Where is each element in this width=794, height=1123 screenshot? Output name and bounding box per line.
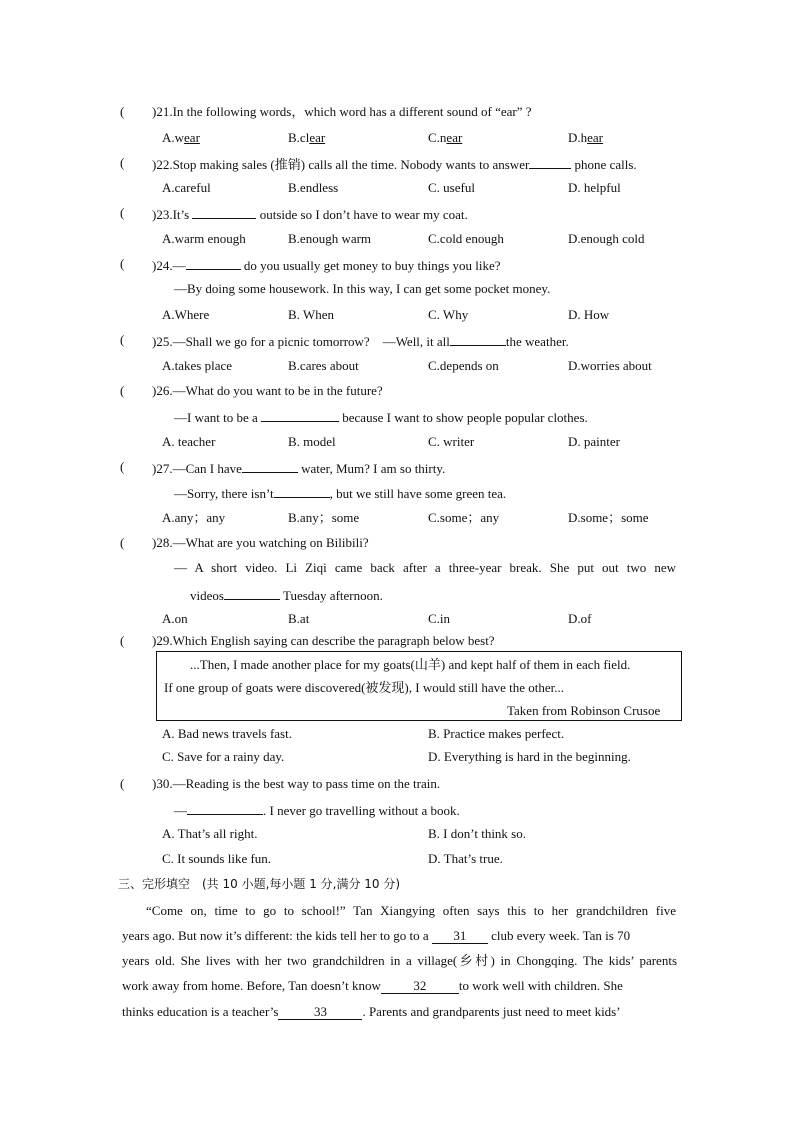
question-stem: )25.—Shall we go for a picnic tomorrow? —Well, it all the weather.	[152, 334, 569, 349]
answer-paren[interactable]: (	[120, 332, 125, 347]
passage-line: years ago. But now it’s different: the kids tell her to go to a 31 club every week. Tan is 70	[122, 928, 631, 943]
excerpt-line: If one group of goats were discovered(被发现), I would still have the other...	[164, 680, 565, 695]
option-b[interactable]: B. When	[288, 307, 334, 322]
option-d[interactable]: D.worries about	[568, 358, 652, 373]
option-b[interactable]: B. I don’t think so.	[428, 826, 526, 841]
option-a[interactable]: A. teacher	[162, 434, 216, 449]
option-b[interactable]: B.endless	[288, 180, 339, 195]
cloze-blank-32[interactable]: 32	[381, 979, 459, 994]
question-stem: )23.It’s outside so I don’t have to wear my coat.	[152, 207, 468, 222]
passage-line: “Come on, time to go to school!” Tan Xiangying often says this to her grandchildren five	[146, 903, 676, 918]
dialogue-line: — . I never go travelling without a book.	[174, 803, 460, 818]
passage-line: thinks education is a teacher’s 33 . Parents and grandparents just need to meet kids’	[122, 1004, 621, 1019]
section-heading: 三、完形填空 (共 10 小题,每小题 1 分,满分 10 分)	[118, 877, 401, 891]
question-stem: )28.—What are you watching on Bilibili?	[152, 535, 369, 550]
option-d[interactable]: D.enough cold	[568, 231, 645, 246]
answer-paren[interactable]: (	[120, 633, 125, 648]
answer-blank[interactable]	[224, 586, 280, 600]
option-b[interactable]: B. model	[288, 434, 336, 449]
passage-line: years old. She lives with her two grandchildren in a village(乡村) in Chongqing. The kids’ parents	[122, 953, 677, 968]
cloze-blank-33[interactable]: 33	[278, 1005, 362, 1020]
dialogue-line: —I want to be a because I want to show people popular clothes.	[174, 410, 588, 425]
answer-blank[interactable]	[187, 801, 263, 815]
cloze-blank-31[interactable]: 31	[432, 929, 488, 944]
option-b[interactable]: B.clear	[288, 130, 326, 145]
question-stem: )24.— do you usually get money to buy things you like?	[152, 258, 501, 273]
answer-blank[interactable]	[186, 256, 241, 270]
option-a[interactable]: A. Bad news travels fast.	[162, 726, 292, 741]
option-a[interactable]: A.Where	[162, 307, 210, 322]
answer-paren[interactable]: (	[120, 535, 125, 550]
option-d[interactable]: D.of	[568, 611, 592, 626]
option-d[interactable]: D.some；some	[568, 510, 649, 525]
dialogue-line: videos Tuesday afternoon.	[190, 588, 383, 603]
option-c[interactable]: C.cold enough	[428, 231, 504, 246]
option-d[interactable]: D. Everything is hard in the beginning.	[428, 749, 631, 764]
question-stem: )30.—Reading is the best way to pass time on the train.	[152, 776, 441, 791]
question-stem: )22.Stop making sales (推销) calls all the time. Nobody wants to answer phone calls.	[152, 157, 637, 172]
option-c[interactable]: C.in	[428, 611, 451, 626]
option-c[interactable]: C.some；any	[428, 510, 500, 525]
option-b[interactable]: B.cares about	[288, 358, 359, 373]
answer-paren[interactable]: (	[120, 155, 125, 170]
dialogue-line: — A short video. Li Ziqi came back after a three-year break. She put out two new	[174, 560, 676, 575]
option-d[interactable]: D. That’s true.	[428, 851, 503, 866]
option-d[interactable]: D. How	[568, 307, 610, 322]
dialogue-line: —By doing some housework. In this way, I can get some pocket money.	[174, 281, 551, 296]
dialogue-line: —Sorry, there isn’t , but we still have some green tea.	[174, 486, 507, 501]
question-stem: )21.In the following words，which word has a different sound of “ear” ?	[152, 104, 532, 119]
option-a[interactable]: A.any；any	[162, 510, 226, 525]
answer-blank[interactable]	[242, 459, 298, 473]
option-c[interactable]: C. Why	[428, 307, 469, 322]
option-a[interactable]: A.wear	[162, 130, 200, 145]
option-a[interactable]: A.warm enough	[162, 231, 246, 246]
option-c[interactable]: C. writer	[428, 434, 475, 449]
answer-blank[interactable]	[192, 205, 256, 219]
option-a[interactable]: A.careful	[162, 180, 211, 195]
answer-paren[interactable]: (	[120, 383, 125, 398]
answer-paren[interactable]: (	[120, 776, 125, 791]
option-b[interactable]: B.enough warm	[288, 231, 372, 246]
option-c[interactable]: C.near	[428, 130, 463, 145]
option-c[interactable]: C. useful	[428, 180, 475, 195]
answer-blank[interactable]	[261, 408, 339, 422]
answer-blank[interactable]	[274, 484, 330, 498]
option-a[interactable]: A.takes place	[162, 358, 233, 373]
answer-paren[interactable]: (	[120, 256, 125, 271]
option-d[interactable]: D. helpful	[568, 180, 621, 195]
option-a[interactable]: A.on	[162, 611, 188, 626]
answer-blank[interactable]	[529, 155, 571, 169]
question-stem: )29.Which English saying can describe the paragraph below best?	[152, 633, 495, 648]
passage-line: work away from home. Before, Tan doesn’t know 32 to work well with children. She	[122, 978, 623, 993]
option-c[interactable]: C. Save for a rainy day.	[162, 749, 285, 764]
answer-paren[interactable]: (	[120, 459, 125, 474]
answer-paren[interactable]: (	[120, 104, 125, 119]
option-d[interactable]: D.hear	[568, 130, 604, 145]
option-c[interactable]: C.depends on	[428, 358, 499, 373]
option-b[interactable]: B.any；some	[288, 510, 360, 525]
option-a[interactable]: A. That’s all right.	[162, 826, 258, 841]
option-b[interactable]: B.at	[288, 611, 310, 626]
answer-paren[interactable]: (	[120, 205, 125, 220]
option-b[interactable]: B. Practice makes perfect.	[428, 726, 565, 741]
answer-blank[interactable]	[450, 332, 506, 346]
question-stem: )27.—Can I have water, Mum? I am so thirty.	[152, 461, 446, 476]
excerpt-source: Taken from Robinson Crusoe	[507, 703, 661, 718]
option-c[interactable]: C. It sounds like fun.	[162, 851, 272, 866]
option-d[interactable]: D. painter	[568, 434, 620, 449]
question-stem: )26.—What do you want to be in the future?	[152, 383, 383, 398]
excerpt-line: ...Then, I made another place for my goats(山羊) and kept half of them in each field.	[190, 657, 631, 672]
